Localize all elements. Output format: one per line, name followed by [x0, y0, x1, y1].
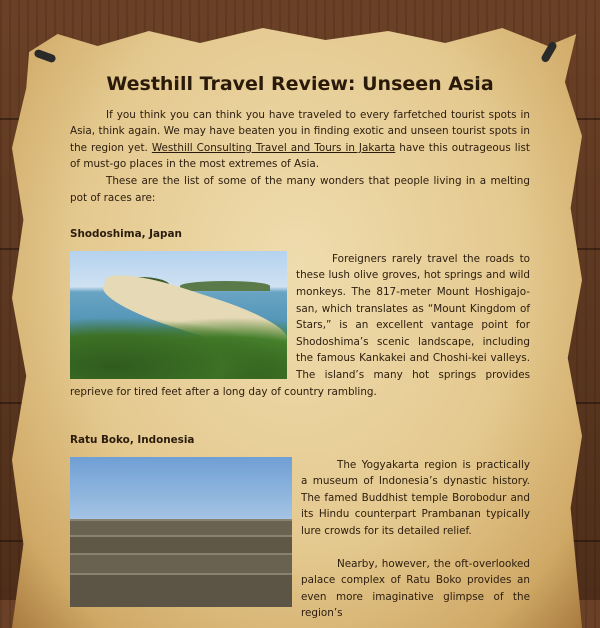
- page-title: Westhill Travel Review: Unseen Asia: [106, 73, 494, 95]
- intro-text-after-link: have this outrageous list of must-go places in the most extremes of Asia.: [70, 141, 530, 171]
- shodoshima-photo: [70, 251, 287, 379]
- westhill-consulting-link[interactable]: Westhill Consulting Travel and Tours in Jakarta: [151, 141, 396, 154]
- ratu-boko-photo: [70, 457, 292, 607]
- section-body-shodoshima: Foreigners rarely travel the roads to these lush olive groves, hot springs and wild monkeys. The 817-meter Mount Hoshigajo-san, which translates as “Mount Kingdom of Stars,” is an excellent vantage point for Shodoshima’s scenic landscape, including the famous Kankakei and Choshi-kei valleys. The island’s many hot springs provides reprieve for tired feet after a long day of country rambling.: [70, 252, 530, 398]
- intro-text-before-link: If you think you can think you have traveled to every farfetched tourist spots in Asia, think again. We may have beaten you in finding exotic and unseen tourist spots in the region yet.: [70, 108, 530, 154]
- section-body-ratu-boko-1: The Yogyakarta region is practically a museum of Indonesia’s dynastic history. The famed Buddhist temple Borobodur and its Hindu counterpart Prambanan typically lure crowds for its detailed relief.: [301, 458, 530, 538]
- temple-tier: [70, 573, 292, 607]
- section-heading-shodoshima: Shodoshima, Japan: [70, 228, 182, 241]
- section-heading-ratu-boko: Ratu Boko, Indonesia: [70, 434, 195, 447]
- section-body-ratu-boko-2: Nearby, however, the oft-overlooked palace complex of Ratu Boko provides an even more imaginative glimpse of the region’s: [301, 557, 530, 620]
- article: [70, 73, 530, 622]
- photo-island: [180, 281, 270, 291]
- intro-paragraph: [70, 107, 530, 173]
- intro-paragraph-2: These are the list of some of the many wonders that people living in a melting pot of races are:: [70, 174, 530, 204]
- photo-trees: [70, 317, 287, 379]
